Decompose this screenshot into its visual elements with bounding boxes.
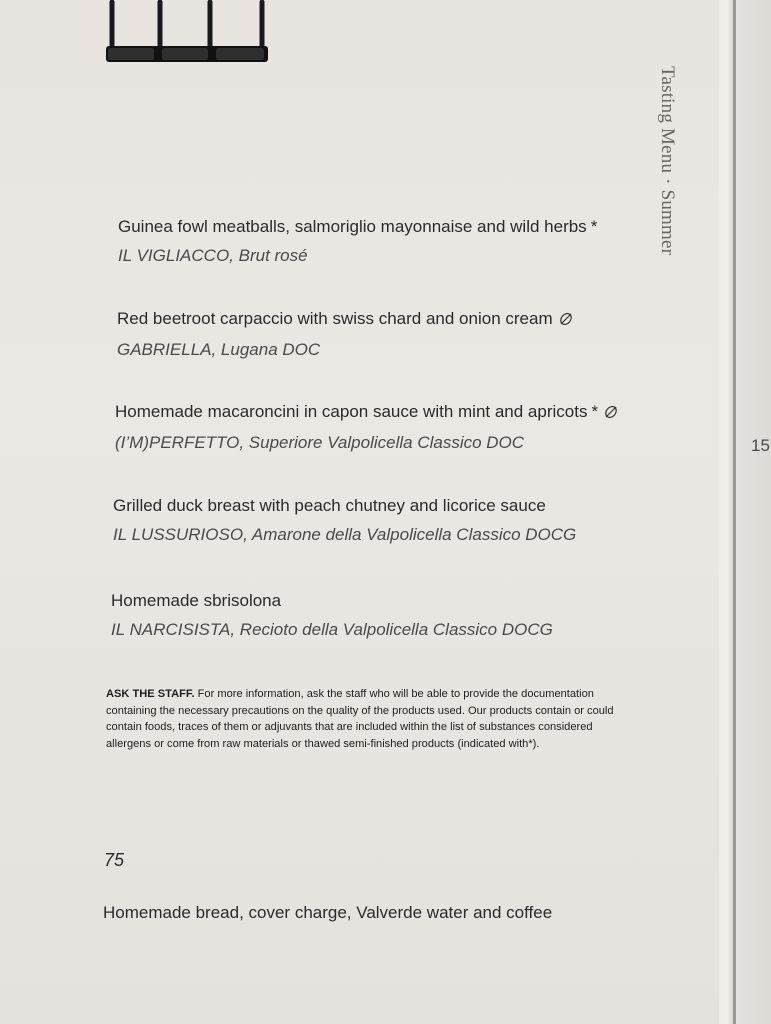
menu-price: 75 <box>104 850 125 870</box>
course-dish: Red beetroot carpaccio with swiss chard and onion cream <box>117 309 573 331</box>
course-wine: IL NARCISISTA, Recioto della Valpolicella Classico DOCG <box>111 620 553 639</box>
vegetarian-leaf-icon <box>559 311 573 331</box>
course-wine: IL LUSSURIOSO, Amarone della Valpolicella Classico DOCG <box>113 525 577 544</box>
course-wine: IL VIGLIACCO, Brut rosé <box>118 246 308 265</box>
note-text: For more information, ask the staff who will be able to provide the documentation containing the necessary precautions on the quality of the products used. Our products contain or could contain foods, traces of them or adjuvants that are included within the list of substances considered allergens or come from raw materials or thawed semi-finished products (indicated with*). <box>106 688 614 750</box>
course-4 <box>113 496 576 545</box>
course-dish: Homemade macaroncini in capon sauce with mint and apricots * <box>115 402 618 424</box>
next-page-number: 15 <box>751 436 770 455</box>
binder-clip-icon <box>100 0 272 68</box>
course-5 <box>111 591 553 640</box>
allergen-note <box>106 686 634 752</box>
course-dish: Homemade sbrisolona <box>111 591 282 610</box>
page-edge <box>719 0 733 1024</box>
allergen-mark: * <box>590 217 598 236</box>
section-title: Tasting Menu · Summer <box>657 66 678 256</box>
course-wine: GABRIELLA, Lugana DOC <box>117 340 321 359</box>
course-dish: Guinea fowl meatballs, salmoriglio mayonnaise and wild herbs * <box>118 217 598 236</box>
menu-footer: Homemade bread, cover charge, Valverde water and coffee <box>103 903 553 922</box>
allergen-mark: * <box>591 402 599 421</box>
page-divider <box>733 0 736 1024</box>
vegetarian-leaf-icon <box>604 404 618 424</box>
course-dish: Grilled duck breast with peach chutney and licorice sauce <box>113 496 546 515</box>
course-1 <box>118 217 597 266</box>
course-wine: (I’M)PERFETTO, Superiore Valpolicella Classico DOC <box>115 433 525 452</box>
course-3 <box>115 402 618 453</box>
course-2 <box>117 309 573 360</box>
note-heading: ASK THE STAFF. <box>106 688 195 700</box>
